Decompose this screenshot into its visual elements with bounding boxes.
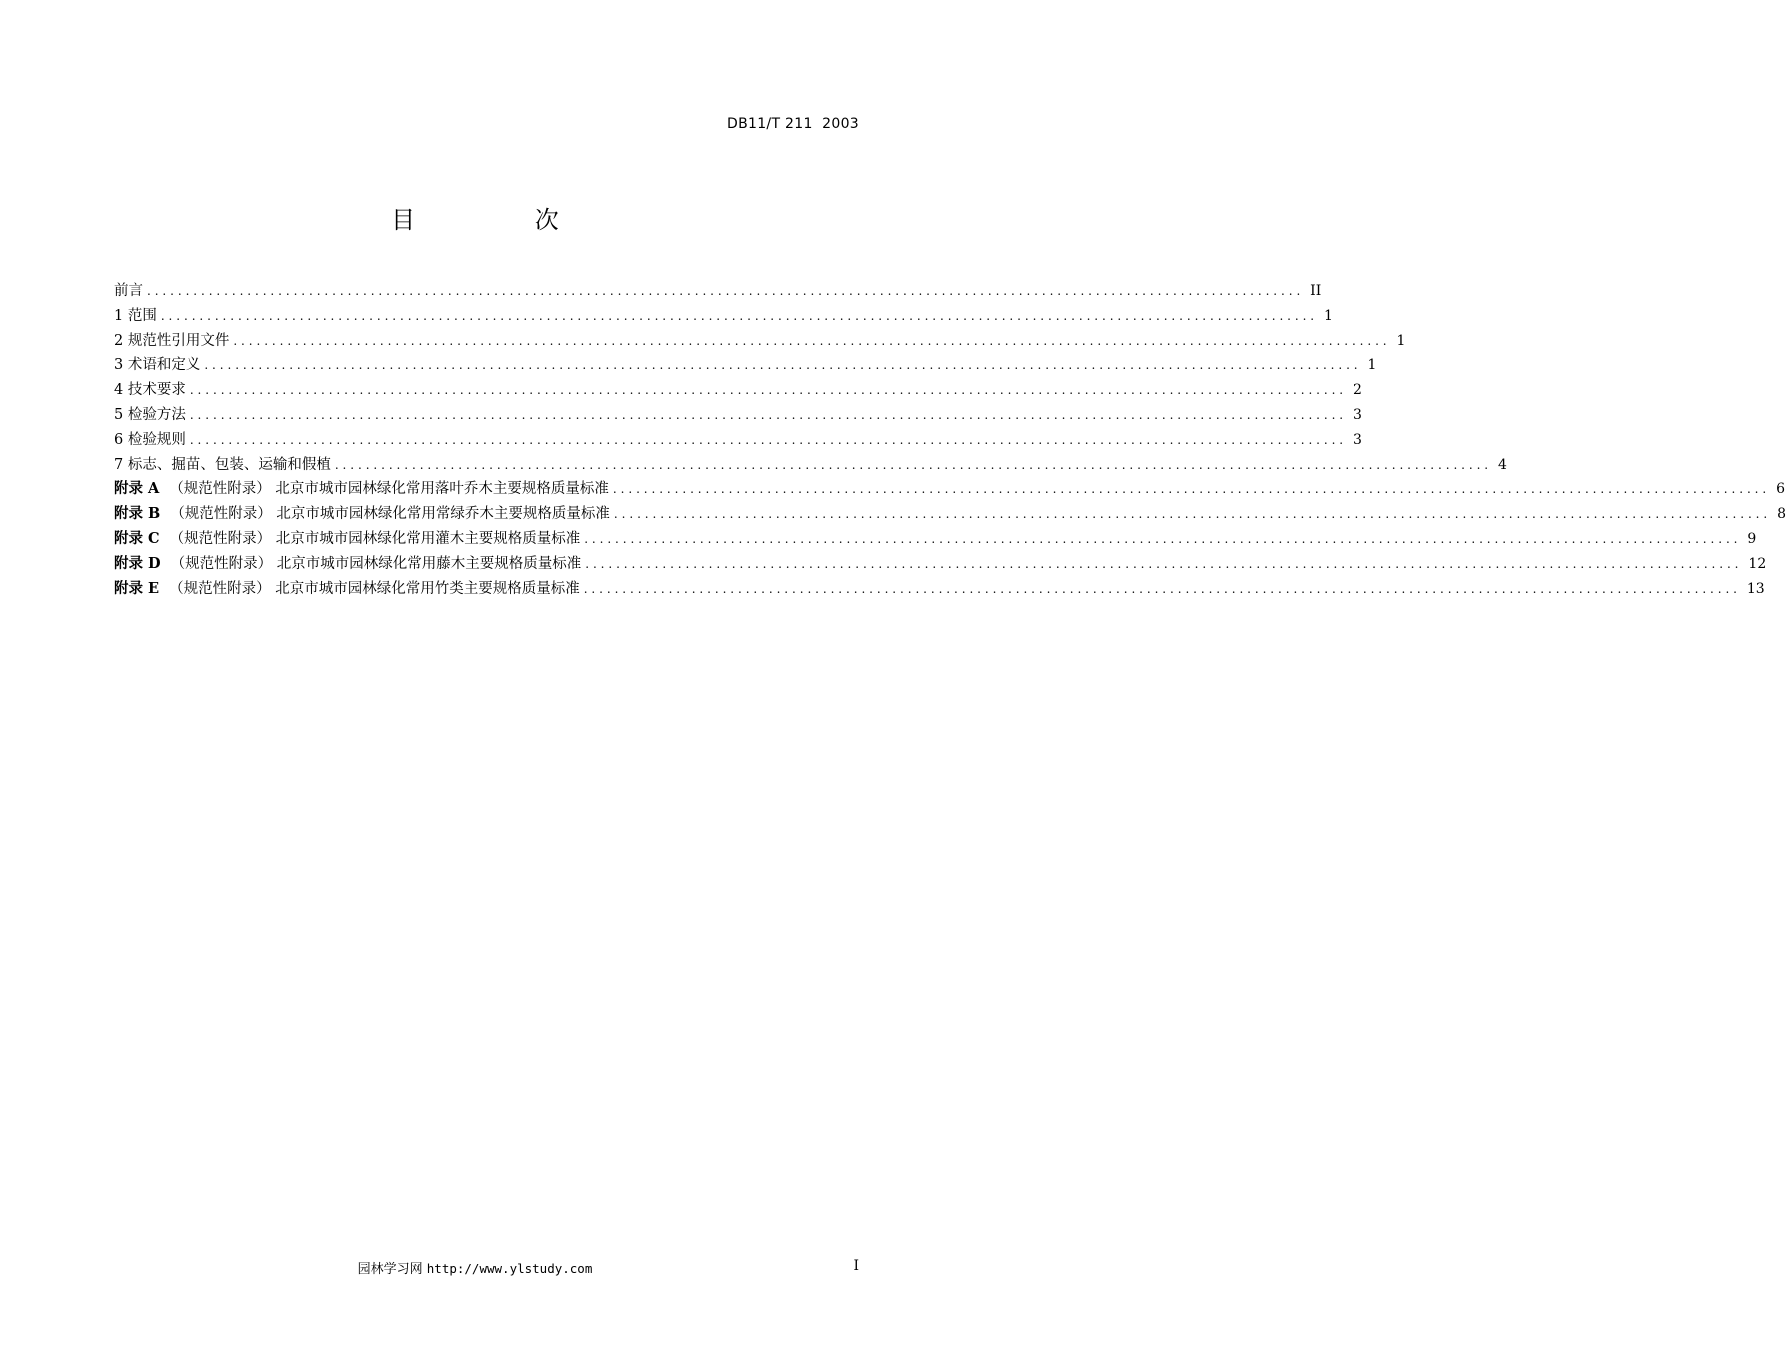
toc-entry-page: 1: [1396, 332, 1406, 349]
toc-entry-6[interactable]: [114, 428, 1362, 453]
toc-entry-label: 2 规范性引用文件: [114, 332, 230, 349]
document-code: DB11/T 211 2003: [727, 116, 859, 132]
dot-leader: ......................................................................................................................................................: [160, 308, 1319, 323]
footer-site-name: 园林学习网: [357, 1262, 423, 1277]
toc-entry-appendix-d[interactable]: [114, 552, 1767, 577]
toc-entry-page: 12: [1748, 555, 1767, 572]
toc-entry-prefix: 附录 A: [114, 480, 160, 498]
page-title: 目 次: [391, 206, 615, 234]
toc-entry-5[interactable]: [114, 403, 1362, 428]
toc-entry-appendix-b[interactable]: [114, 502, 1786, 527]
toc-entry-prefix: 附录 C: [114, 529, 160, 547]
toc-entry-page: 9: [1747, 530, 1757, 547]
toc-entry-label: （规范性附录） 北京市城市园林绿化常用常绿乔木主要规格质量标准: [170, 506, 610, 523]
toc-entry-page: 1: [1324, 307, 1333, 324]
toc-entry-page: 6: [1776, 481, 1786, 498]
toc-entry-page: 13: [1746, 580, 1765, 597]
toc-entry-label: 3 术语和定义: [114, 357, 201, 374]
dot-leader: ......................................................................................................................................................: [147, 284, 1305, 298]
dot-leader: ......................................................................................................................................................: [334, 457, 1493, 472]
toc-entry-page: 8: [1777, 506, 1786, 523]
dot-leader: ......................................................................................................................................................: [612, 482, 1771, 497]
toc-entry-3[interactable]: [114, 353, 1377, 378]
toc-entry-page: 3: [1353, 406, 1362, 423]
table-of-contents: [114, 279, 1786, 601]
dot-leader: ......................................................................................................................................................: [585, 556, 1743, 571]
toc-entry-label: （规范性附录） 北京市城市园林绿化常用灌木主要规格质量标准: [169, 530, 581, 547]
dot-leader: ......................................................................................................................................................: [189, 432, 1348, 447]
dot-leader: ......................................................................................................................................................: [233, 333, 1391, 348]
toc-entry-preface[interactable]: [114, 279, 1322, 304]
toc-entry-label: 4 技术要求: [114, 382, 186, 399]
toc-entry-appendix-c[interactable]: [114, 527, 1757, 552]
toc-entry-page: 4: [1498, 456, 1507, 473]
toc-entry-1[interactable]: [114, 304, 1333, 329]
page-number: I: [853, 1258, 859, 1274]
toc-entry-label: 6 检验规则: [114, 431, 186, 448]
toc-entry-label: （规范性附录） 北京市城市园林绿化常用竹类主要规格质量标准: [169, 580, 580, 597]
dot-leader: ......................................................................................................................................................: [189, 383, 1348, 398]
dot-leader: ......................................................................................................................................................: [613, 507, 1772, 522]
toc-entry-4[interactable]: [114, 378, 1362, 403]
toc-entry-appendix-a[interactable]: [114, 477, 1786, 502]
toc-entry-label: 1 范围: [114, 307, 157, 324]
dot-leader: ......................................................................................................................................................: [583, 581, 1741, 596]
toc-entry-7[interactable]: [114, 453, 1507, 478]
toc-entry-appendix-e[interactable]: [114, 577, 1765, 602]
toc-entry-label: （规范性附录） 北京市城市园林绿化常用藤木主要规格质量标准: [170, 555, 582, 572]
dot-leader: ......................................................................................................................................................: [584, 531, 1742, 546]
footer-site: [0, 1258, 950, 1277]
toc-entry-2[interactable]: [114, 329, 1406, 354]
toc-entry-prefix: 附录 B: [114, 505, 161, 523]
toc-entry-page: 3: [1353, 431, 1362, 448]
toc-entry-prefix: 附录 D: [114, 554, 161, 572]
toc-entry-prefix: 附录 E: [114, 579, 160, 597]
toc-entry-page: II: [1310, 283, 1322, 299]
toc-entry-page: 2: [1353, 382, 1362, 399]
dot-leader: ......................................................................................................................................................: [204, 358, 1362, 373]
footer-site-url[interactable]: http://www.ylstudy.com: [426, 1261, 593, 1276]
dot-leader: ......................................................................................................................................................: [189, 407, 1348, 422]
toc-entry-label: 7 标志、掘苗、包装、运输和假植: [114, 456, 331, 473]
toc-entry-label: 前言: [114, 283, 143, 299]
toc-entry-label: （规范性附录） 北京市城市园林绿化常用落叶乔木主要规格质量标准: [169, 481, 609, 498]
toc-entry-page: 1: [1367, 357, 1377, 374]
toc-entry-label: 5 检验方法: [114, 406, 186, 423]
